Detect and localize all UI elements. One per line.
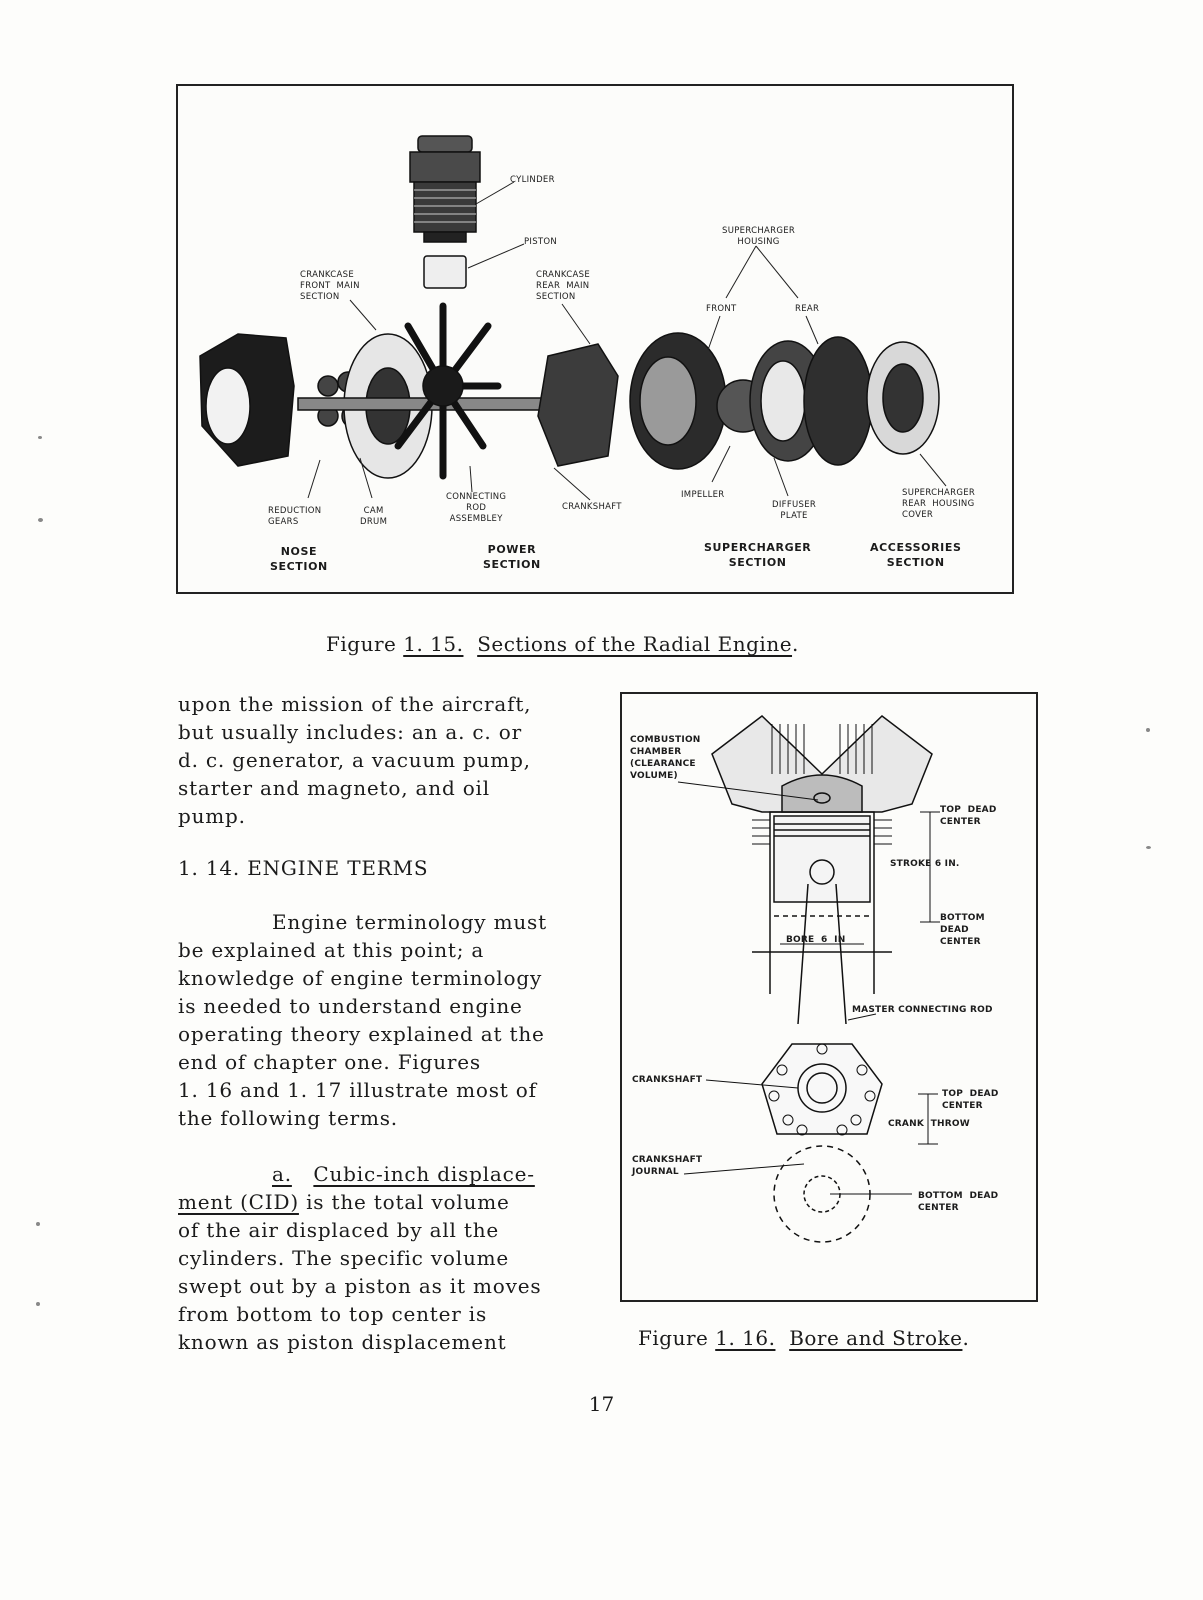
label-crankshaft: CRANKSHAFT xyxy=(562,502,622,512)
label-bottom-dead-center: BOTTOM DEAD CENTER xyxy=(940,913,985,947)
text-line: operating theory explained at the xyxy=(178,1022,545,1046)
term-cid: ment (CID) xyxy=(178,1190,299,1214)
caption-prefix: Figure xyxy=(326,632,397,656)
caption-number: 1. 15. xyxy=(403,632,464,656)
caption-title: Sections of the Radial Engine xyxy=(477,632,793,656)
section-nose: NOSE SECTION xyxy=(270,545,328,573)
text-line: known as piston displacement xyxy=(178,1330,507,1354)
section-supercharger: SUPERCHARGER SECTION xyxy=(704,541,812,569)
figure-1-15-caption xyxy=(326,632,799,656)
label-diffuser-plate: DIFFUSER PLATE xyxy=(772,500,817,521)
term-cubic-inch-displacement: Cubic-inch displace- xyxy=(313,1162,535,1186)
text-line: from bottom to top center is xyxy=(178,1302,488,1326)
figure-1-16-bore-and-stroke xyxy=(620,692,1038,1302)
label-master-connecting-rod: MASTER CONNECTING ROD xyxy=(852,1005,993,1015)
text-line: 1. 16 and 1. 17 illustrate most of xyxy=(178,1078,537,1102)
text-line: be explained at this point; a xyxy=(178,938,485,962)
text-span: is the total volume xyxy=(298,1190,510,1214)
scan-speck xyxy=(38,518,43,522)
body-paragraph-3 xyxy=(178,1160,541,1356)
text-line xyxy=(178,1160,541,1188)
text-line: end of chapter one. Figures xyxy=(178,1050,481,1074)
label-top-dead-center-2: TOP DEAD CENTER xyxy=(942,1089,999,1111)
caption-number: 1. 16. xyxy=(715,1326,776,1350)
label-crankcase-rear-main-section: CRANKCASE REAR MAIN SECTION xyxy=(536,270,590,302)
caption-title: Bore and Stroke xyxy=(789,1326,963,1350)
item-label-a: a. xyxy=(272,1162,292,1186)
label-cylinder: CYLINDER xyxy=(510,175,555,185)
caption-end: . xyxy=(792,632,799,656)
scan-speck xyxy=(36,1222,40,1226)
section-power: POWER SECTION xyxy=(483,543,541,571)
cylinder-part xyxy=(410,136,480,242)
page-number: 17 xyxy=(588,1392,615,1416)
label-crankshaft: CRANKSHAFT xyxy=(632,1075,703,1085)
scan-speck xyxy=(36,1302,40,1306)
text-line: is needed to understand engine xyxy=(178,994,523,1018)
figure-1-16-caption xyxy=(638,1326,969,1350)
text-line: upon the mission of the aircraft, xyxy=(178,692,532,716)
body-paragraph-2 xyxy=(178,908,547,1132)
text-line: the following terms. xyxy=(178,1106,398,1130)
figure-1-15-radial-engine xyxy=(176,84,1014,594)
label-piston: PISTON xyxy=(524,237,558,247)
scan-speck xyxy=(1146,846,1151,849)
label-top-dead-center: TOP DEAD CENTER xyxy=(940,805,997,827)
label-connecting-rod-assembley: CONNECTING ROD ASSEMBLEY xyxy=(446,492,507,524)
scan-speck xyxy=(38,436,42,439)
text-line: but usually includes: an a. c. or xyxy=(178,720,522,744)
section-heading-engine-terms: 1. 14. ENGINE TERMS xyxy=(178,856,429,880)
label-crank-throw: CRANK THROW xyxy=(888,1119,970,1129)
text-line: starter and magneto, and oil xyxy=(178,776,490,800)
label-crankshaft-journal: CRANKSHAFT JOURNAL xyxy=(632,1155,703,1177)
text-line: cylinders. The specific volume xyxy=(178,1246,510,1270)
label-stroke-6-in: STROKE 6 IN. xyxy=(890,859,960,869)
label-reduction-gears: REDUCTION GEARS xyxy=(268,506,322,527)
caption-end: . xyxy=(962,1326,970,1350)
text-line: Engine terminology must xyxy=(272,910,547,934)
text-line: swept out by a piston as it moves xyxy=(178,1274,542,1298)
caption-prefix: Figure xyxy=(638,1326,709,1350)
label-cam-drum: CAM DRUM xyxy=(360,506,388,527)
piston-part xyxy=(424,256,466,288)
label-crankcase-front-main-section: CRANKCASE FRONT MAIN SECTION xyxy=(300,270,360,302)
text-line: knowledge of engine terminology xyxy=(178,966,543,990)
label-bottom-dead-center-2: BOTTOM DEAD CENTER xyxy=(918,1191,999,1213)
scan-speck xyxy=(1146,728,1150,732)
label-rear: REAR xyxy=(795,304,820,314)
label-supercharger-housing: SUPERCHARGER HOUSING xyxy=(722,226,796,247)
label-combustion-chamber: COMBUSTION CHAMBER (CLEARANCE VOLUME) xyxy=(630,735,701,781)
text-line: of the air displaced by all the xyxy=(178,1218,500,1242)
text-line: d. c. generator, a vacuum pump, xyxy=(178,748,531,772)
label-supercharger-rear-housing-cover: SUPERCHARGER REAR HOUSING COVER xyxy=(902,488,976,520)
label-impeller: IMPELLER xyxy=(681,490,725,500)
section-accessories: ACCESSORIES SECTION xyxy=(870,541,962,569)
body-paragraph-1 xyxy=(178,690,531,830)
text-line xyxy=(178,1188,541,1216)
label-front: FRONT xyxy=(706,304,737,314)
text-line: pump. xyxy=(178,804,246,828)
label-bore-6-in: BORE 6 IN xyxy=(786,935,846,945)
